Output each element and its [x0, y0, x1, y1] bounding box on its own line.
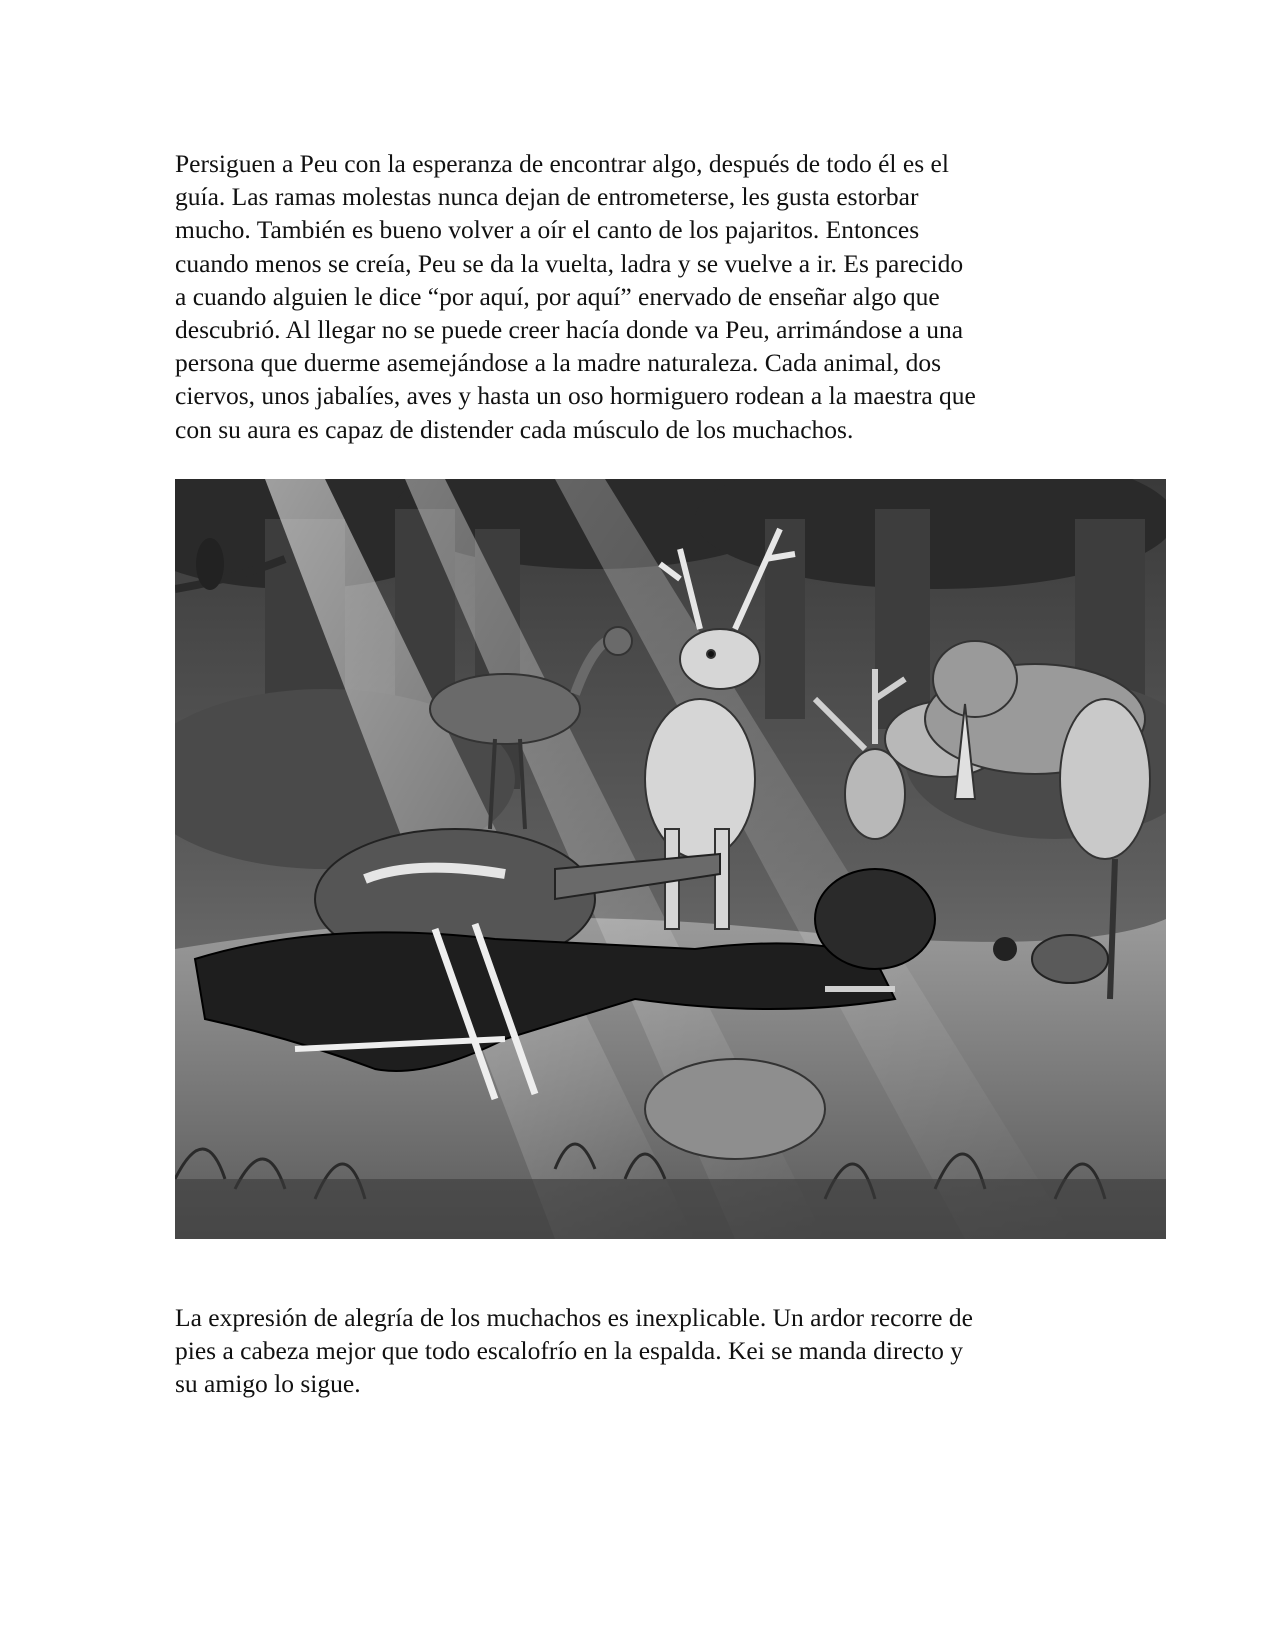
lizard	[1032, 935, 1108, 983]
text-line: mucho. También es bueno volver a oír el canto de los pajaritos. Entonces	[175, 215, 920, 245]
small-bird	[993, 937, 1017, 961]
text-line: persona que duerme asemejándose a la madre naturaleza. Cada animal, dos	[175, 348, 942, 378]
text-line: cuando menos se creía, Peu se da la vuelta, ladra y se vuelve a ir. Es parecido	[175, 248, 964, 278]
text-line: descubrió. Al llegar no se puede creer hacía donde va Peu, arrimándose a una	[175, 315, 964, 345]
illustration-drawing	[175, 479, 1166, 1239]
rock	[645, 1059, 825, 1159]
paragraph-2	[175, 1301, 1105, 1401]
perched-bird	[196, 538, 224, 590]
paragraph-1	[175, 147, 1105, 446]
text-line: su amigo lo sigue.	[175, 1369, 361, 1399]
text-line: La expresión de alegría de los muchachos es inexplicable. Un ardor recorre de	[175, 1303, 973, 1332]
text-line: ciervos, unos jabalíes, aves y hasta un oso hormiguero rodean a la maestra que	[175, 381, 976, 411]
text-line: con su aura es capaz de distender cada músculo de los muchachos.	[175, 414, 854, 444]
text-line: a cuando alguien le dice “por aquí, por aquí” enervado de enseñar algo que	[175, 281, 940, 311]
text-line: guía. Las ramas molestas nunca dejan de entrometerse, les gusta estorbar	[175, 182, 919, 212]
forest-animals-illustration	[175, 479, 1166, 1239]
text-line: pies a cabeza mejor que todo escalofrío en la espalda. Kei se manda directo y	[175, 1336, 964, 1366]
text-line: Persiguen a Peu con la esperanza de encontrar algo, después de todo él es el	[175, 149, 949, 178]
